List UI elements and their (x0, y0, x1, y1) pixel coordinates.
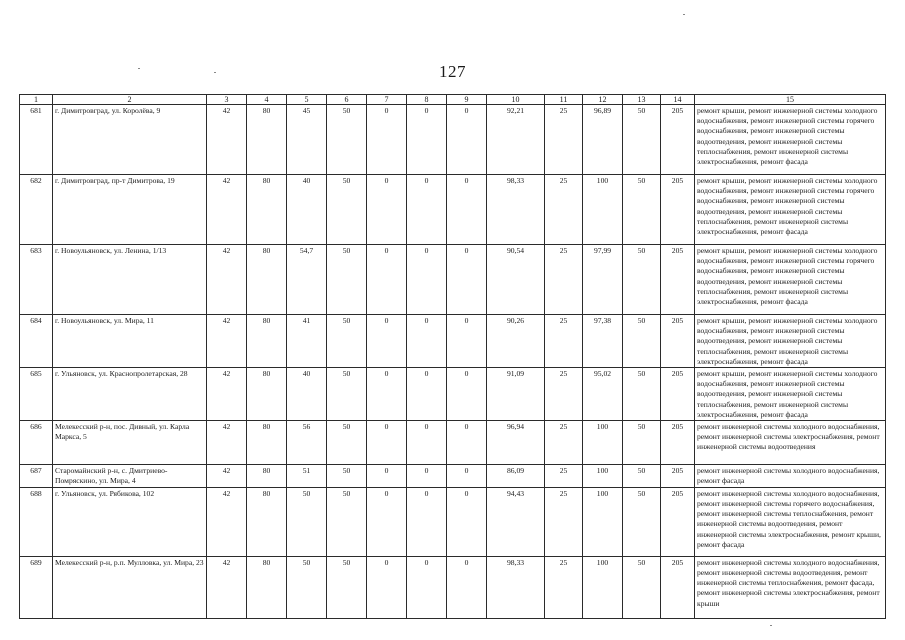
register-body (20, 105, 886, 619)
works-cell: ремонт инженерной системы холодного водоснабжения, ремонт фасада (695, 465, 886, 488)
value-cell: 40 (287, 368, 327, 421)
value-cell: 50 (623, 175, 661, 245)
value-cell: 50 (327, 465, 367, 488)
column-number: 5 (287, 95, 327, 105)
value-cell: 205 (661, 556, 695, 618)
value-cell: 50 (623, 315, 661, 368)
value-cell: 205 (661, 105, 695, 175)
table-row (20, 465, 886, 488)
value-cell: 42 (207, 556, 247, 618)
scan-speck (770, 625, 772, 626)
row-number: 686 (20, 421, 53, 465)
value-cell: 50 (327, 245, 367, 315)
address-cell: Мелекесский р-н, пос. Дивный, ул. Карла Маркса, 5 (53, 421, 207, 465)
address-cell: г. Новоульяновск, ул. Мира, 11 (53, 315, 207, 368)
value-cell: 0 (367, 105, 407, 175)
value-cell: 50 (327, 368, 367, 421)
value-cell: 95,02 (583, 368, 623, 421)
column-number-row (20, 95, 886, 105)
scan-speck (214, 72, 216, 73)
works-cell: ремонт инженерной системы холодного водоснабжения, ремонт инженерной системы водоотведения, ремонт инженерной системы теплоснабжения, ремонт фасада, ремонт инженерной системы электроснабжения, ремонт крыши (695, 556, 886, 618)
value-cell: 80 (247, 465, 287, 488)
value-cell: 25 (545, 368, 583, 421)
value-cell: 80 (247, 175, 287, 245)
column-number: 8 (407, 95, 447, 105)
row-number: 683 (20, 245, 53, 315)
works-cell: ремонт инженерной системы холодного водоснабжения, ремонт инженерной системы электроснабжения, ремонт инженерной системы водоотведения (695, 421, 886, 465)
value-cell: 50 (287, 556, 327, 618)
value-cell: 50 (327, 487, 367, 556)
value-cell: 42 (207, 245, 247, 315)
value-cell: 25 (545, 487, 583, 556)
table-row (20, 368, 886, 421)
value-cell: 0 (447, 556, 487, 618)
row-number: 688 (20, 487, 53, 556)
column-number: 12 (583, 95, 623, 105)
value-cell: 42 (207, 175, 247, 245)
value-cell: 0 (367, 556, 407, 618)
value-cell: 0 (367, 421, 407, 465)
column-number: 7 (367, 95, 407, 105)
value-cell: 205 (661, 245, 695, 315)
value-cell: 96,94 (487, 421, 545, 465)
value-cell: 42 (207, 105, 247, 175)
value-cell: 80 (247, 556, 287, 618)
works-cell: ремонт крыши, ремонт инженерной системы холодного водоснабжения, ремонт инженерной системы водоотведения, ремонт инженерной системы теплоснабжения, ремонт инженерной системы электроснабжения, ремонт фасада (695, 315, 886, 368)
register-table (19, 94, 886, 619)
value-cell: 50 (623, 556, 661, 618)
value-cell: 50 (623, 368, 661, 421)
value-cell: 0 (447, 105, 487, 175)
value-cell: 0 (367, 315, 407, 368)
row-number: 682 (20, 175, 53, 245)
value-cell: 90,54 (487, 245, 545, 315)
value-cell: 0 (367, 465, 407, 488)
address-cell: Мелекесский р-н, р.п. Мулловка, ул. Мира, 23 (53, 556, 207, 618)
value-cell: 80 (247, 421, 287, 465)
value-cell: 0 (367, 175, 407, 245)
value-cell: 0 (407, 465, 447, 488)
row-number: 681 (20, 105, 53, 175)
column-number: 14 (661, 95, 695, 105)
value-cell: 54,7 (287, 245, 327, 315)
value-cell: 50 (327, 556, 367, 618)
value-cell: 0 (367, 487, 407, 556)
value-cell: 0 (447, 421, 487, 465)
value-cell: 86,09 (487, 465, 545, 488)
value-cell: 97,99 (583, 245, 623, 315)
value-cell: 100 (583, 465, 623, 488)
value-cell: 0 (407, 245, 447, 315)
value-cell: 25 (545, 175, 583, 245)
value-cell: 50 (287, 487, 327, 556)
table-row (20, 245, 886, 315)
column-number: 4 (247, 95, 287, 105)
value-cell: 56 (287, 421, 327, 465)
address-cell: г. Новоульяновск, ул. Ленина, 1/13 (53, 245, 207, 315)
value-cell: 50 (327, 421, 367, 465)
value-cell: 80 (247, 105, 287, 175)
value-cell: 92,21 (487, 105, 545, 175)
address-cell: г. Димитровград, ул. Королёва, 9 (53, 105, 207, 175)
value-cell: 0 (407, 421, 447, 465)
value-cell: 50 (623, 105, 661, 175)
value-cell: 0 (407, 487, 447, 556)
value-cell: 40 (287, 175, 327, 245)
column-number: 11 (545, 95, 583, 105)
value-cell: 94,43 (487, 487, 545, 556)
works-cell: ремонт крыши, ремонт инженерной системы холодного водоснабжения, ремонт инженерной системы водоотведения, ремонт инженерной системы теплоснабжения, ремонт инженерной системы электроснабжения, ремонт фасада (695, 368, 886, 421)
value-cell: 205 (661, 368, 695, 421)
value-cell: 42 (207, 368, 247, 421)
works-cell: ремонт крыши, ремонт инженерной системы холодного водоснабжения, ремонт инженерной системы горячего водоснабжения, ремонт инженерной системы водоотведения, ремонт инженерной системы теплоснабжения, ремонт инженерной системы электроснабжения, ремонт фасада (695, 175, 886, 245)
value-cell: 96,89 (583, 105, 623, 175)
scan-speck (683, 14, 685, 15)
table-row (20, 421, 886, 465)
table-row (20, 487, 886, 556)
value-cell: 205 (661, 175, 695, 245)
value-cell: 0 (447, 175, 487, 245)
value-cell: 50 (327, 105, 367, 175)
value-cell: 90,26 (487, 315, 545, 368)
value-cell: 97,38 (583, 315, 623, 368)
row-number: 684 (20, 315, 53, 368)
value-cell: 98,33 (487, 556, 545, 618)
row-number: 689 (20, 556, 53, 618)
value-cell: 51 (287, 465, 327, 488)
address-cell: г. Ульяновск, ул. Рябикова, 102 (53, 487, 207, 556)
page-number: 127 (439, 62, 466, 81)
value-cell: 41 (287, 315, 327, 368)
value-cell: 42 (207, 421, 247, 465)
address-cell: г. Ульяновск, ул. Краснопролетарская, 28 (53, 368, 207, 421)
value-cell: 50 (623, 487, 661, 556)
value-cell: 0 (447, 487, 487, 556)
value-cell: 205 (661, 487, 695, 556)
address-cell: г. Димитровград, пр-т Димитрова, 19 (53, 175, 207, 245)
value-cell: 205 (661, 315, 695, 368)
value-cell: 45 (287, 105, 327, 175)
column-number: 15 (695, 95, 886, 105)
value-cell: 0 (367, 368, 407, 421)
value-cell: 0 (407, 105, 447, 175)
value-cell: 42 (207, 487, 247, 556)
value-cell: 0 (407, 175, 447, 245)
value-cell: 0 (407, 556, 447, 618)
value-cell: 50 (623, 465, 661, 488)
value-cell: 100 (583, 175, 623, 245)
value-cell: 0 (447, 368, 487, 421)
table-row (20, 315, 886, 368)
table-row (20, 105, 886, 175)
value-cell: 25 (545, 315, 583, 368)
column-number: 9 (447, 95, 487, 105)
row-number: 685 (20, 368, 53, 421)
value-cell: 25 (545, 421, 583, 465)
value-cell: 80 (247, 487, 287, 556)
address-cell: Старомайнский р-н, с. Дмитриево-Помряскино, ул. Мира, 4 (53, 465, 207, 488)
value-cell: 0 (407, 315, 447, 368)
value-cell: 98,33 (487, 175, 545, 245)
value-cell: 50 (623, 421, 661, 465)
value-cell: 0 (447, 315, 487, 368)
row-number: 687 (20, 465, 53, 488)
value-cell: 100 (583, 556, 623, 618)
value-cell: 80 (247, 245, 287, 315)
value-cell: 50 (623, 245, 661, 315)
column-number: 10 (487, 95, 545, 105)
works-cell: ремонт инженерной системы холодного водоснабжения, ремонт инженерной системы горячего водоснабжения, ремонт инженерной системы теплоснабжения, ремонт инженерной системы водоотведения, ремонт инженерной системы электроснабжения, ремонт крыши, ремонт фасада (695, 487, 886, 556)
works-cell: ремонт крыши, ремонт инженерной системы холодного водоснабжения, ремонт инженерной системы горячего водоснабжения, ремонт инженерной системы водоотведения, ремонт инженерной системы теплоснабжения, ремонт инженерной системы электроснабжения, ремонт фасада (695, 105, 886, 175)
value-cell: 25 (545, 105, 583, 175)
column-number: 6 (327, 95, 367, 105)
value-cell: 0 (447, 465, 487, 488)
column-number: 2 (53, 95, 207, 105)
value-cell: 50 (327, 175, 367, 245)
value-cell: 0 (407, 368, 447, 421)
table-row (20, 556, 886, 618)
value-cell: 25 (545, 245, 583, 315)
value-cell: 0 (367, 245, 407, 315)
value-cell: 100 (583, 487, 623, 556)
value-cell: 100 (583, 421, 623, 465)
value-cell: 25 (545, 556, 583, 618)
value-cell: 205 (661, 465, 695, 488)
value-cell: 42 (207, 315, 247, 368)
value-cell: 205 (661, 421, 695, 465)
value-cell: 0 (447, 245, 487, 315)
column-number: 13 (623, 95, 661, 105)
value-cell: 80 (247, 315, 287, 368)
table-row (20, 175, 886, 245)
works-cell: ремонт крыши, ремонт инженерной системы холодного водоснабжения, ремонт инженерной системы горячего водоснабжения, ремонт инженерной системы водоотведения, ремонт инженерной системы теплоснабжения, ремонт инженерной системы электроснабжения, ремонт фасада (695, 245, 886, 315)
column-number: 1 (20, 95, 53, 105)
value-cell: 50 (327, 315, 367, 368)
scan-speck (138, 68, 140, 69)
value-cell: 91,09 (487, 368, 545, 421)
value-cell: 80 (247, 368, 287, 421)
column-number: 3 (207, 95, 247, 105)
value-cell: 42 (207, 465, 247, 488)
value-cell: 25 (545, 465, 583, 488)
